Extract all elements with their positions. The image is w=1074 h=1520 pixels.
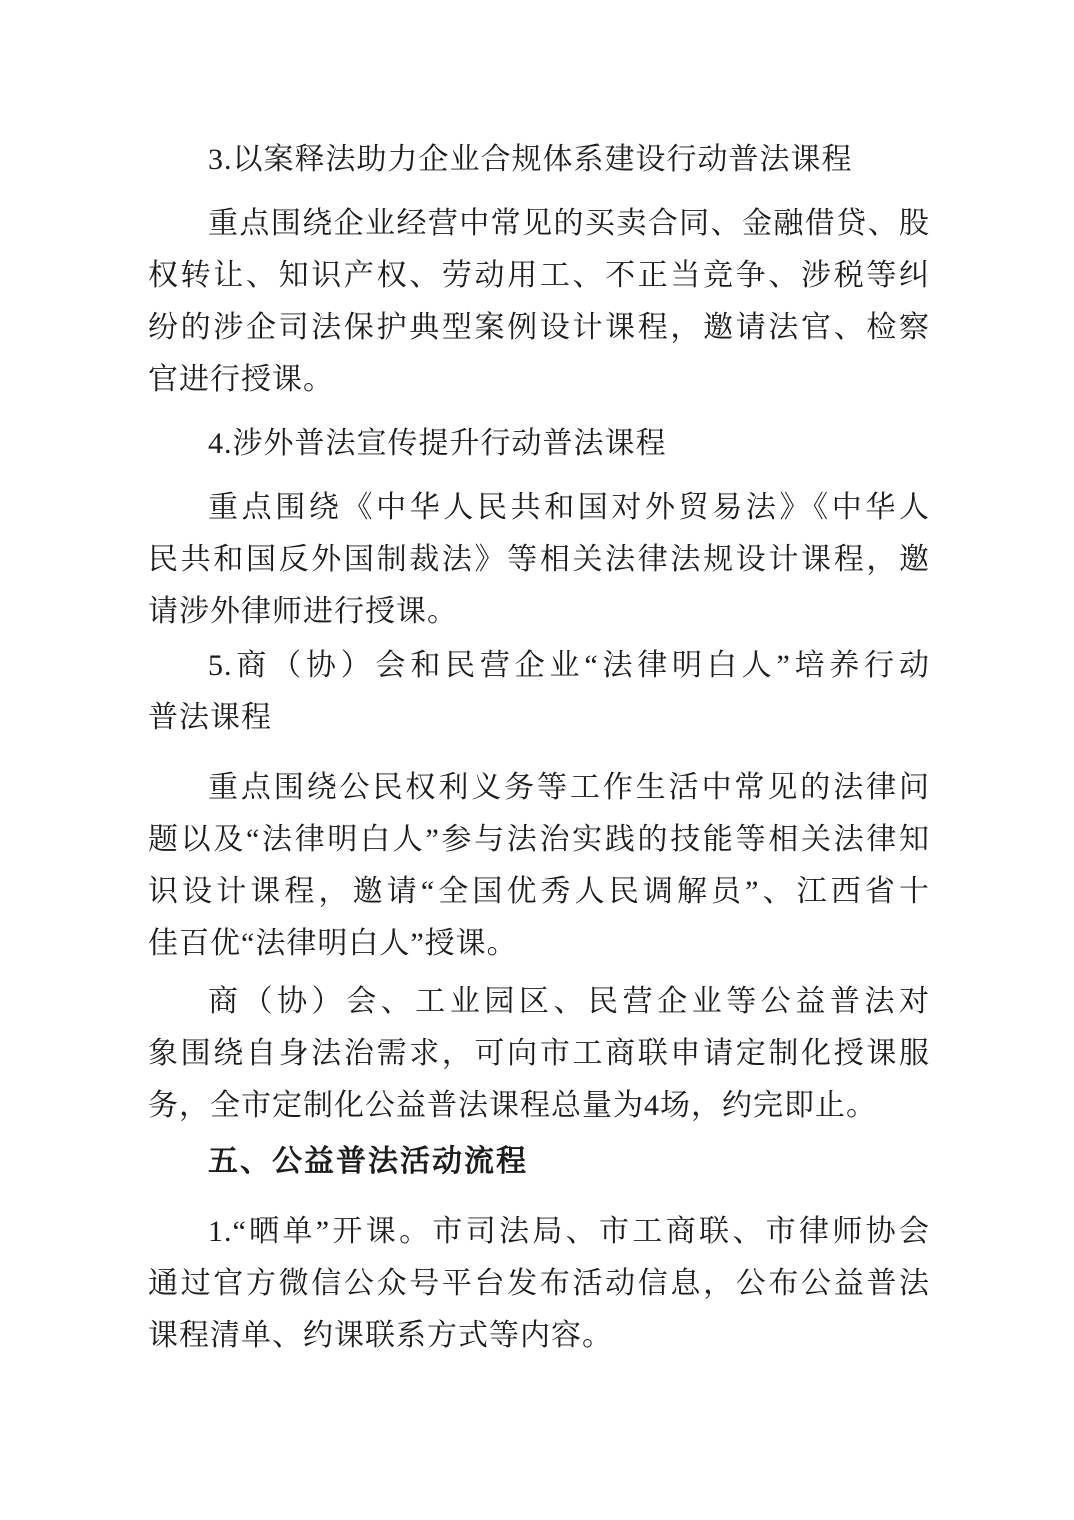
text-line: 重点围绕《中华人民共和国对外贸易法》《中华人 [208, 491, 930, 524]
paragraph [148, 762, 930, 970]
text-line: 4.涉外普法宣传提升行动普法课程 [208, 427, 667, 460]
numbered-heading-4 [148, 418, 930, 470]
paragraph [148, 482, 930, 638]
text-line: 权转让、知识产权、劳动用工、不正当竞争、涉税等纠 [148, 259, 930, 292]
text-line: 题以及“法律明白人”参与法治实践的技能等相关法律知 [148, 823, 930, 856]
numbered-heading-3 [148, 134, 930, 186]
text-line: 请涉外律师进行授课。 [148, 595, 458, 628]
text-line: 官进行授课。 [148, 363, 334, 396]
paragraph [148, 976, 930, 1132]
text-line: 识设计课程，邀请“全国优秀人民调解员”、江西省十 [148, 875, 930, 908]
text-line: 重点围绕企业经营中常见的买卖合同、金融借贷、股 [208, 207, 930, 240]
section-heading-5 [148, 1136, 930, 1188]
text-line: 重点围绕公民权利义务等工作生活中常见的法律问 [208, 771, 930, 804]
text-line: 5.商（协）会和民营企业“法律明白人”培养行动 [208, 649, 930, 682]
paragraph [148, 1206, 930, 1362]
text-line: 佳百优“法律明白人”授课。 [148, 927, 518, 960]
text-line: 通过官方微信公众号平台发布活动信息，公布公益普法 [148, 1267, 930, 1300]
text-line: 民共和国反外国制裁法》等相关法律法规设计课程，邀 [148, 543, 930, 576]
numbered-heading-5 [148, 640, 930, 744]
text-line: 商（协）会、工业园区、民营企业等公益普法对 [208, 985, 930, 1018]
text-line: 普法课程 [148, 701, 272, 734]
text-line: 纷的涉企司法保护典型案例设计课程，邀请法官、检察 [148, 311, 930, 344]
text-line: 象围绕自身法治需求，可向市工商联申请定制化授课服 [148, 1037, 930, 1070]
text-line: 3.以案释法助力企业合规体系建设行动普法课程 [208, 143, 853, 176]
text-line: 务，全市定制化公益普法课程总量为4场，约完即止。 [148, 1089, 877, 1122]
section-heading-line: 五、公益普法活动流程 [208, 1145, 528, 1178]
text-line: 课程清单、约课联系方式等内容。 [148, 1319, 613, 1352]
paragraph [148, 198, 930, 406]
text-line: 1.“晒单”开课。市司法局、市工商联、市律师协会 [208, 1215, 930, 1248]
